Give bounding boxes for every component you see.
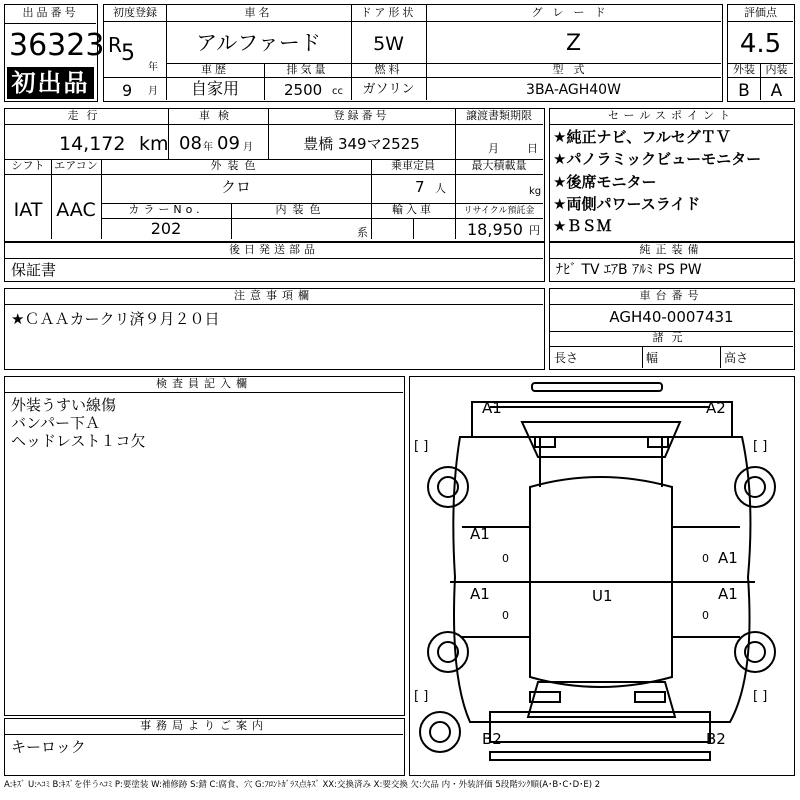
transfer-label: 譲渡書類期限 — [466, 109, 532, 122]
maxload-unit: kg — [529, 186, 542, 197]
reg-era: R — [108, 33, 122, 57]
exterior-score: B — [738, 81, 750, 101]
grade-label: グレード — [531, 6, 616, 19]
legend: A:ｷｽﾞ U:ﾍｺﾐ B:ｷｽﾞを伴うﾍｺﾐ P:要塗装 W:補修跡 S:錆 C:腐食、穴 G:ﾌﾛﾝﾄｶﾞﾗｽ点ｷｽﾞ XX:交換済み X:要交換 欠:欠品 内・外装評価 5段階ﾗﾝｸ順(A･B･C･D･E) 2 — [4, 780, 601, 790]
door-label: ドア形状 — [360, 6, 417, 19]
model-label: 型式 — [552, 63, 595, 76]
inspector-label: 検査員記入欄 — [156, 377, 252, 390]
reg-year-unit: 年 — [148, 62, 158, 73]
sales-point-item: ★後席モニター — [553, 173, 657, 191]
interior-color-label: 内装色 — [275, 203, 327, 216]
zero-mark: 0 — [702, 609, 709, 622]
insp-year-unit: 年 — [203, 142, 213, 153]
score-box — [727, 4, 795, 102]
length-label: 長さ — [554, 351, 579, 365]
inspector-line: 外装うすい線傷 — [11, 396, 117, 414]
width-label: 幅 — [646, 351, 659, 365]
mark-mid-left-1: A1 — [470, 525, 490, 543]
dims-label: 諸元 — [652, 331, 691, 344]
grade: Z — [565, 31, 582, 56]
reg-month: 9 — [122, 81, 133, 100]
mileage-label: 走行 — [67, 109, 106, 122]
mark-mid-left-2: A1 — [470, 585, 490, 603]
inspector-box — [4, 376, 405, 716]
office-value: キーロック — [11, 738, 86, 756]
exterior-label: 外装 — [733, 63, 755, 76]
mark-front-right: A2 — [706, 399, 726, 417]
zero-mark: 0 — [502, 609, 509, 622]
chassis-label: 車台番号 — [639, 289, 704, 302]
office-label: 事務局よりご案内 — [140, 719, 268, 732]
reg-year: 5 — [121, 41, 135, 66]
color: クロ — [220, 178, 251, 196]
vehicle-info-box — [103, 4, 723, 102]
capacity-unit: 人 — [435, 182, 446, 195]
bracket: [ ] — [753, 439, 768, 454]
sales-point-item: ★パノラミックビューモニター — [553, 150, 762, 168]
maxload-label: 最大積載量 — [471, 159, 527, 172]
mark-mid-right-2: A1 — [718, 585, 738, 603]
genuine-equipment-value: ﾅﾋﾞ TV ｴｱB ｱﾙﾐ PS PW — [556, 262, 702, 278]
inspector-line: バンパー下Ａ — [11, 414, 100, 432]
sales-point-item: ★両側パワースライド — [553, 195, 701, 213]
recycle-unit: 円 — [529, 224, 540, 237]
mark-roof: U1 — [592, 587, 613, 605]
capacity-label: 乗車定員 — [391, 159, 435, 172]
colorno: 202 — [150, 219, 182, 238]
genuine-equipment-label: 純正装備 — [639, 243, 704, 256]
mark-rear-right: B2 — [706, 730, 726, 748]
inspection-label: 車検 — [199, 109, 237, 122]
score: 4.5 — [739, 29, 782, 59]
plate: 豊橋 349マ2525 — [303, 135, 420, 153]
notes-label: 注意事項欄 — [234, 289, 314, 302]
first-listing-badge: 初出品 — [7, 67, 94, 99]
recycle-label: リサイクル預託金 — [463, 206, 535, 216]
lot-number: 36323 — [9, 28, 105, 63]
ac: AAC — [56, 199, 96, 221]
chassis-box — [549, 288, 795, 370]
fuel-label: 燃料 — [374, 63, 403, 76]
plate-label: 登録番号 — [333, 109, 390, 122]
sales-points-label: セールスポイント — [607, 109, 735, 122]
bracket: [ ] — [414, 439, 429, 454]
zero-mark: 0 — [502, 552, 509, 565]
bracket: [ ] — [753, 689, 768, 704]
later-parts-value: 保証書 — [11, 261, 57, 279]
fuel: ガソリン — [362, 82, 415, 97]
interior-label: 内装 — [765, 63, 788, 76]
history-label: 車歴 — [201, 63, 229, 76]
model: 3BA-AGH40W — [526, 82, 621, 98]
sales-point-item: ★ＢＳＭ — [553, 217, 612, 235]
shift-label: シフト — [11, 159, 45, 172]
transfer-day-unit: 日 — [527, 142, 538, 155]
inspector-line: ヘッドレスト１コ欠 — [11, 432, 146, 450]
office-box — [4, 718, 405, 776]
insp-month-unit: 月 — [243, 142, 253, 153]
chassis-number: AGH40-0007431 — [609, 308, 734, 326]
recycle: 18,950 — [467, 220, 523, 239]
score-label: 評価点 — [744, 6, 777, 19]
height-label: 高さ — [724, 351, 749, 365]
door-type: 5W — [373, 33, 404, 55]
import-label: 輸入車 — [392, 203, 434, 216]
color-label: 外装色 — [210, 159, 262, 172]
detail-box — [4, 108, 545, 242]
lot-box — [4, 4, 105, 102]
later-parts-box — [4, 242, 545, 282]
transfer-month-unit: 月 — [488, 142, 499, 155]
reg-month-unit: 月 — [148, 86, 158, 97]
interior-score: A — [770, 81, 783, 101]
shift: IAT — [13, 199, 43, 221]
mark-rear-left: B2 — [482, 730, 502, 748]
name-label: 車名 — [244, 6, 273, 19]
genuine-equipment-box — [549, 242, 795, 282]
interior-color-unit: 系 — [357, 226, 368, 239]
notes-box — [4, 288, 545, 370]
mark-mid-right-1: A1 — [718, 549, 738, 567]
sales-point-item: ★純正ナビ、フルセグＴＶ — [553, 128, 731, 146]
displacement-label: 排気量 — [286, 63, 329, 76]
colorno-label: カラーNo. — [128, 203, 204, 216]
notes-value: ★ＣＡＡカークリ済９月２０日 — [11, 310, 220, 328]
capacity: 7 — [415, 178, 425, 196]
lot-label: 出品番号 — [22, 6, 79, 19]
car-diagram — [409, 376, 795, 776]
displacement: 2500 — [284, 81, 323, 99]
history: 自家用 — [190, 79, 239, 98]
mileage: 14,172 — [59, 133, 126, 155]
car-name: アルファード — [196, 31, 321, 55]
later-parts-label: 後日発送部品 — [229, 243, 319, 256]
bracket: [ ] — [414, 689, 429, 704]
car-outline — [410, 377, 793, 774]
cc-unit: cc — [332, 86, 343, 97]
km-unit: km — [139, 133, 169, 155]
zero-mark: 0 — [702, 552, 709, 565]
reg-label: 初度登録 — [113, 6, 157, 19]
mark-front-left: A1 — [482, 399, 502, 417]
insp-year: 08 — [179, 133, 202, 154]
insp-month: 09 — [217, 133, 240, 154]
ac-label: エアコン — [54, 159, 98, 172]
